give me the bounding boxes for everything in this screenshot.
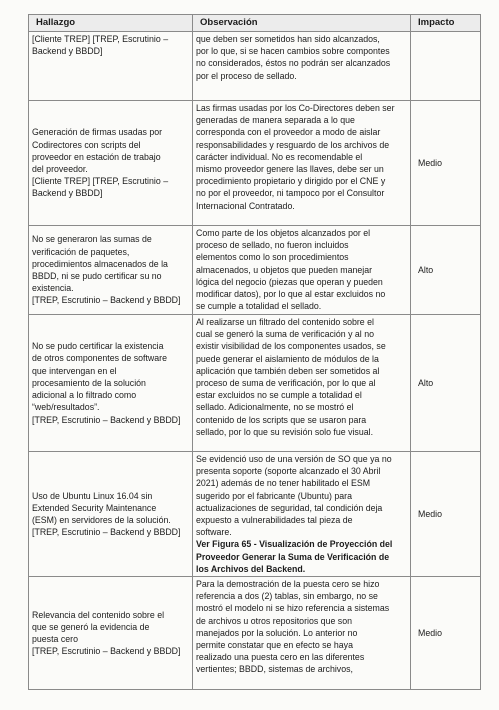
observacion-line: manejados por la solución. Lo anterior no (196, 627, 358, 638)
hallazgo-line: No se pudo certificar la existencia (32, 341, 164, 352)
cell-impacto (411, 32, 481, 101)
header-hallazgo: Hallazgo (29, 15, 193, 32)
observacion-line: corresponda con el proveedor a modo de aislar (196, 127, 381, 138)
hallazgo-line: proveedor en estación de trabajo (32, 151, 161, 162)
hallazgo-line: Relevancia del contenido sobre el (32, 609, 165, 620)
observacion-line: puede generar el aislamiento de módulos de la (196, 353, 379, 364)
hallazgo-line: que intervengan en el (32, 365, 117, 376)
hallazgo-line: verificación de paquetes, (32, 246, 130, 257)
header-observacion: Observación (193, 15, 411, 32)
observacion-line: contenido de los scripts que se usaron para (196, 414, 367, 425)
table-row (29, 226, 481, 315)
hallazgo-line: del proveedor. (32, 164, 88, 174)
observacion-line: almacenados, u objetos que pueden manejar (196, 264, 373, 275)
hallazgo-line: [TREP, Escrutinio – Backend y BBDD] (32, 646, 181, 657)
hallazgo-line: Extended Security Maintenance (32, 502, 157, 513)
cell-hallazgo (29, 226, 193, 315)
observacion-line: mismo proveedor genere las llaves, debe ser un (196, 164, 384, 175)
figure-reference-line: los Archivos del Backend. (196, 563, 306, 574)
observacion-line: permite constatar que en efecto se haya (196, 640, 353, 651)
observacion-line: expuesto a vulnerabilidades tal pieza de (196, 515, 353, 526)
cell-impacto: Alto (411, 226, 481, 315)
cell-hallazgo (29, 101, 193, 226)
observacion-line: sugerido por el fabricante (Ubuntu) para (196, 490, 352, 501)
observacion-line: estar excluidos no se cumple a totalidad el (196, 390, 362, 401)
observacion-line: mostró el modelo ni se hizo referencia a sistemas (196, 603, 390, 614)
observacion-line: Al realizarse un filtrado del contenido sobre el (196, 317, 374, 327)
observacion-line: por el proceso de sellado. (196, 70, 297, 81)
hallazgo-line: [Cliente TREP] [TREP, Escrutinio – (32, 176, 169, 187)
observacion-line: software. (196, 527, 232, 538)
cell-hallazgo (29, 315, 193, 452)
observacion-line: que deben ser sometidos han sido alcanzados, (196, 34, 380, 44)
findings-table (28, 14, 481, 690)
cell-hallazgo (29, 32, 193, 101)
table-row (29, 32, 481, 101)
table-row (29, 452, 481, 577)
observacion-line: proceso de sellado, no fueron incluidos (196, 240, 349, 251)
observacion-line: existir visibilidad de los componentes usados, se (196, 341, 386, 352)
observacion-line: cual se generó la suma de verificación y al no (196, 329, 374, 340)
hallazgo-line: Backend y BBDD] (32, 188, 103, 199)
hallazgo-line: existencia. (32, 283, 74, 294)
cell-hallazgo (29, 452, 193, 577)
hallazgo-line: Generación de firmas usadas por (32, 127, 163, 138)
observacion-line: Como parte de los objetos alcanzados por el (196, 228, 371, 238)
observacion-line: Se evidenció uso de una versión de SO que ya no (196, 454, 392, 464)
figure-reference-line: Ver Figura 65 - Visualización de Proyección del (196, 539, 393, 550)
hallazgo-line: puesta cero (32, 634, 78, 645)
cell-impacto: Medio (411, 577, 481, 690)
hallazgo-line: (ESM) en servidores de la solución. (32, 515, 171, 526)
observacion-line: aplicación que también deben ser sometidos al (196, 365, 380, 376)
observacion-line: responsabilidades y resguardo de los archivos de (196, 139, 390, 150)
observacion-line: procedimiento propietario y dirigido por el CNE y (196, 176, 386, 187)
cell-observacion (193, 226, 411, 315)
hallazgo-line: que se generó la evidencia de (32, 621, 150, 632)
table-header-row (29, 15, 481, 32)
hallazgo-line: BBDD, ni se pudo certificar su no (32, 271, 162, 281)
observacion-line: realizado una puesta cero en las diferentes (196, 652, 365, 663)
observacion-line: lógica del negocio (piezas que operan y pueden (196, 276, 383, 287)
observacion-line: generadas de manera separada a lo que (196, 115, 355, 126)
observacion-line: modificar datos), por lo que al estar excluidos no (196, 289, 386, 300)
cell-observacion (193, 32, 411, 101)
cell-hallazgo (29, 577, 193, 690)
cell-observacion (193, 315, 411, 452)
observacion-line: 2021) además de no tener habilitado el ESM (196, 478, 371, 489)
hallazgo-line: [TREP, Escrutinio – Backend y BBDD] (32, 414, 181, 425)
hallazgo-line: procedimientos almacenados de la (32, 258, 168, 269)
hallazgo-line: [TREP, Escrutinio – Backend y BBDD] (32, 527, 181, 538)
cell-impacto: Medio (411, 101, 481, 226)
hallazgo-line: Backend y BBDD] (32, 46, 103, 57)
hallazgo-line: procesamiento de la solución (32, 377, 146, 388)
observacion-line: proceso de suma de verificación, por lo que al (196, 378, 376, 389)
hallazgo-line: Codirectores con scripts del (32, 139, 141, 150)
cell-observacion (193, 101, 411, 226)
observacion-line: por lo que, si se hacen cambios sobre compontes (196, 46, 390, 57)
cell-impacto: Alto (411, 315, 481, 452)
hallazgo-line: adicional a lo filtrado como (32, 390, 137, 401)
observacion-line: sellado, por lo que su revisión solo fue visual. (196, 426, 374, 437)
observacion-line: no considerados, éstos no podrán ser alcanzados (196, 58, 391, 69)
cell-impacto: Medio (411, 452, 481, 577)
observacion-line: no por el proveedor, ni tampoco por el Consultor (196, 188, 385, 199)
observacion-line: Para la demostración de la puesta cero se hizo (196, 579, 380, 590)
observacion-line: de archivos u otros repositorios que son (196, 615, 352, 626)
hallazgo-line: Uso de Ubuntu Linux 16.04 sin (32, 490, 153, 501)
header-impacto: Impacto (411, 15, 481, 32)
observacion-line: sellado. Adicionalmente, no se mostró el (196, 402, 354, 413)
observacion-line: Las firmas usadas por los Co-Directores deben ser (196, 103, 395, 113)
observacion-line: referencia a dos (2) tablas, sin embargo, no se (196, 591, 378, 602)
figure-reference-line: Proveedor Generar la Suma de Verificación de (196, 551, 390, 562)
table-row (29, 577, 481, 690)
table-row (29, 101, 481, 226)
observacion-line: elementos como lo son procedimientos (196, 252, 349, 263)
cell-observacion (193, 452, 411, 577)
hallazgo-line: No se generaron las sumas de (32, 234, 152, 245)
hallazgo-line: [Cliente TREP] [TREP, Escrutinio – (32, 34, 169, 44)
hallazgo-line: “web/resultados”. (32, 402, 100, 413)
observacion-line: se cumple a totalidad el sellado. (196, 301, 322, 312)
cell-observacion (193, 577, 411, 690)
observacion-line: actualizaciones de seguridad, tal condición deja (196, 502, 383, 513)
table-row (29, 315, 481, 452)
observacion-line: presenta soporte (soporte alcanzado el 30 Abril (196, 466, 381, 477)
hallazgo-line: [TREP, Escrutinio – Backend y BBDD] (32, 295, 181, 306)
observacion-line: vertientes; BBDD, sistemas de archivos, (196, 664, 353, 675)
hallazgo-line: de otros componentes de software (32, 353, 167, 364)
observacion-line: Internacional Contratado. (196, 200, 295, 211)
observacion-line: carácter individual. No es recomendable el (196, 151, 363, 162)
